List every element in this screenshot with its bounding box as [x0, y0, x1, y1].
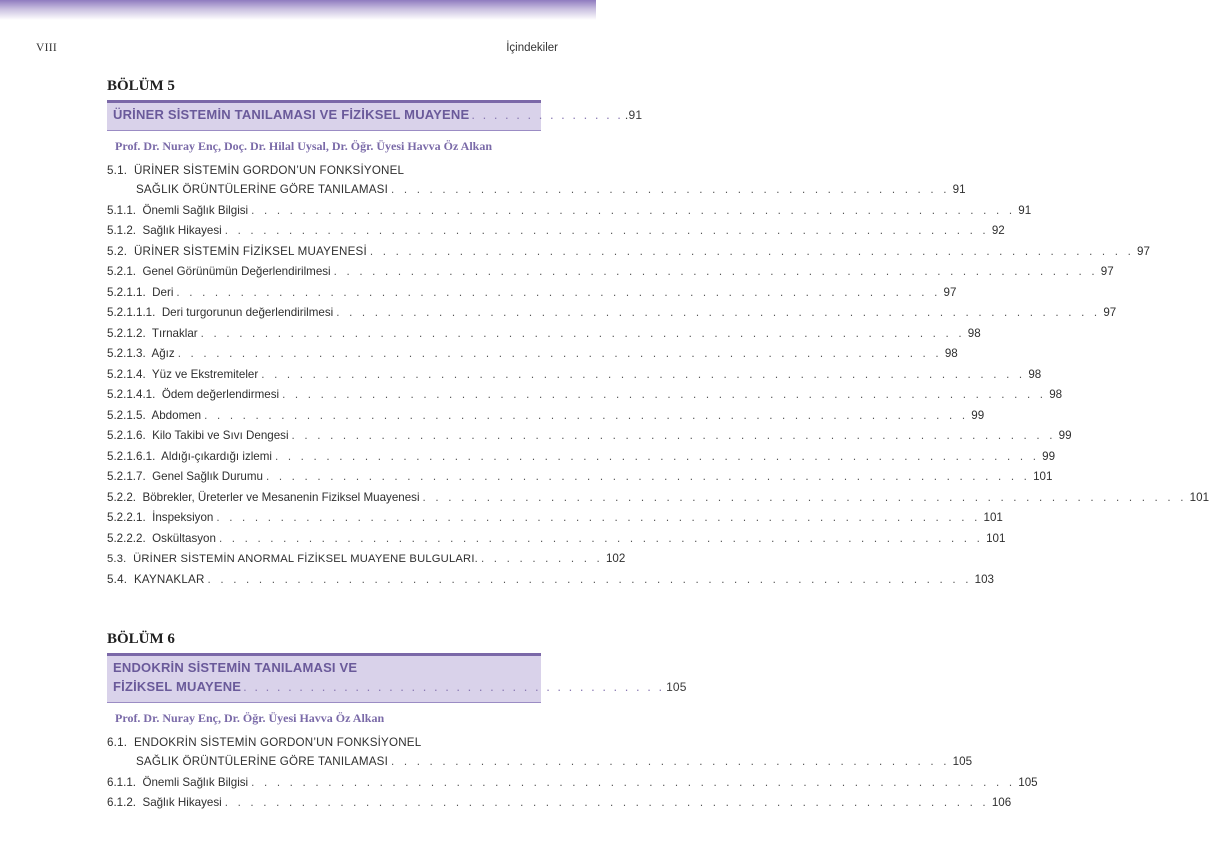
toc-entry[interactable]: 6.1.2. Sağlık Hikayesi . . . . . . . . . . . . . . . . . . . . . . . . . . . . . . . . . . . . . . . . . . . . . . . . . . . . . . . . . . . . 106 — [107, 796, 1012, 809]
entry-number: 5.2.1.2. — [107, 326, 146, 340]
chapter-page: 105 — [666, 680, 687, 694]
entry-number: 5.2.1.7. — [107, 470, 146, 483]
entry-page: 97 — [943, 285, 957, 299]
entry-text: Abdomen — [151, 408, 202, 422]
entry-number: 5.1. — [107, 164, 128, 177]
entry-text: ÜRİNER SİSTEMİN GORDON’UN FONKSİYONEL — [133, 164, 405, 177]
entry-text: Genel Görünümün Değerlendirilmesi — [142, 265, 331, 278]
chapter-authors: Prof. Dr. Nuray Enç, Dr. Öğr. Üyesi Havva Öz Alkan — [115, 711, 385, 725]
entry-text: Sağlık Hikayesi — [142, 796, 222, 809]
chapter-page: .91 — [624, 108, 643, 122]
entry-number: 6.1.1. — [107, 775, 137, 789]
entry-text: SAĞLIK ÖRÜNTÜLERİNE GÖRE TANILAMASI — [136, 755, 389, 768]
entry-number: 5.2.1.4. — [107, 367, 146, 381]
toc-entry[interactable]: 5.4. KAYNAKLAR . . . . . . . . . . . . . . . . . . . . . . . . . . . . . . . . . . . . . . . . . . . . . . . . . . . . . . . . . . . . 103 — [107, 572, 994, 586]
entry-page: 101 — [983, 511, 1003, 524]
leader-dots: . . . . . . . . . . . . . . — [471, 107, 623, 122]
entry-text: Deri turgorunun değerlendirilmesi — [161, 306, 334, 319]
toc-entry[interactable]: 5.2.1.2. Tırnaklar . . . . . . . . . . . . . . . . . . . . . . . . . . . . . . . . . . . . . . . . . . . . . . . . . . . . . . . . . . . . 98 — [107, 326, 981, 340]
entry-number: 5.2.2.1. — [107, 511, 146, 524]
entry-text: Ağız — [151, 347, 175, 360]
page-number: VIII — [36, 42, 57, 54]
entry-number: 5.3. — [107, 553, 127, 565]
entry-number: 5.2.1. — [107, 265, 137, 278]
entry-text: İnspeksiyon — [152, 511, 214, 524]
toc-entry[interactable]: 5.2.1.4. Yüz ve Ekstremiteler . . . . . . . . . . . . . . . . . . . . . . . . . . . . . . . . . . . . . . . . . . . . . . . . . . . . . . . . . . . . 98 — [107, 367, 1042, 381]
entry-page: 101 — [1033, 470, 1053, 483]
leader-dots: . . . . . . . . . . . . . . . . . . . . . . . . . . . . . . . . . . . . . . — [243, 679, 665, 694]
chapter-label: BÖLÜM 5 — [107, 78, 175, 94]
running-title: İçindekiler — [506, 42, 558, 54]
entry-text: Oskültasyon — [152, 531, 216, 545]
entry-text: ENDOKRİN SİSTEMİN GORDON’UN FONKSİYONEL — [133, 736, 422, 749]
toc-entry[interactable]: 5.1.1. Önemli Sağlık Bilgisi . . . . . . . . . . . . . . . . . . . . . . . . . . . . . . . . . . . . . . . . . . . . . . . . . . . . . . . . . . . . 91 — [107, 203, 1032, 217]
toc-entry[interactable]: 5.2.1.6.1. Aldığı-çıkardığı izlemi . . . . . . . . . . . . . . . . . . . . . . . . . . . . . . . . . . . . . . . . . . . . . . . . . . . . . . . . . . . . 99 — [107, 449, 1056, 463]
entry-page: 103 — [974, 572, 994, 586]
entry-number: 5.4. — [107, 572, 128, 586]
entry-text: Ödem değerlendirmesi — [161, 388, 280, 401]
entry-number: 5.1.1. — [107, 203, 137, 217]
chapter-title-box[interactable] — [107, 653, 687, 703]
entry-page: 98 — [1049, 388, 1063, 401]
entry-text: Önemli Sağlık Bilgisi — [142, 203, 249, 217]
chapter-5 — [107, 78, 1209, 593]
entry-page: 105 — [1018, 775, 1038, 789]
toc-entry[interactable]: 5.1. ÜRİNER SİSTEMİN GORDON’UN FONKSİYONEL SAĞLIK ÖRÜNTÜLERİNE GÖRE TANILAMASI . . . . . . . . . . . . . . . . . . . . . . . . . . . . . . . . . . . . . . . . . . . . 91 — [107, 164, 966, 196]
entry-number: 5.2.2. — [107, 490, 137, 504]
toc-entry[interactable]: 6.1. ENDOKRİN SİSTEMİN GORDON’UN FONKSİYONEL SAĞLIK ÖRÜNTÜLERİNE GÖRE TANILAMASI . . . . . . . . . . . . . . . . . . . . . . . . . . . . . . . . . . . . . . . . . . . . 105 — [107, 736, 973, 768]
entry-number: 5.2. — [107, 244, 128, 258]
toc-entry[interactable]: 5.2.1.6. Kilo Takibi ve Sıvı Dengesi . . . . . . . . . . . . . . . . . . . . . . . . . . . . . . . . . . . . . . . . . . . . . . . . . . . . . . . . . . . . 99 — [107, 429, 1072, 442]
entry-page: 102 — [605, 552, 626, 565]
toc-entry[interactable]: 5.2.1.1. Deri . . . . . . . . . . . . . . . . . . . . . . . . . . . . . . . . . . . . . . . . . . . . . . . . . . . . . . . . . . . . 97 — [107, 285, 957, 299]
entry-page: 101 — [1189, 490, 1209, 504]
entry-number: 5.2.1.5. — [107, 408, 146, 422]
chapter-label: BÖLÜM 6 — [107, 631, 175, 647]
toc-entry[interactable]: 5.2.1. Genel Görünümün Değerlendirilmesi . . . . . . . . . . . . . . . . . . . . . . . . . . . . . . . . . . . . . . . . . . . . . . . . . . . . . . . . . . . . 97 — [107, 265, 1114, 278]
entry-page: 99 — [1042, 449, 1056, 463]
entry-text: Genel Sağlık Durumu — [152, 470, 263, 483]
toc-entry[interactable]: 5.2.1.7. Genel Sağlık Durumu . . . . . . . . . . . . . . . . . . . . . . . . . . . . . . . . . . . . . . . . . . . . . . . . . . . . . . . . . . . . 101 — [107, 470, 1053, 483]
entry-text: Kilo Takibi ve Sıvı Dengesi — [152, 429, 289, 442]
toc-entry[interactable]: 5.2. ÜRİNER SİSTEMİN FİZİKSEL MUAYENESİ . . . . . . . . . . . . . . . . . . . . . . . . . . . . . . . . . . . . . . . . . . . . . . . . . . . . . . . . . . . . 97 — [107, 244, 1150, 258]
chapter-title: FİZİKSEL MUAYENE — [113, 679, 242, 694]
toc-entry[interactable]: 5.2.1.4.1. Ödem değerlendirmesi . . . . . . . . . . . . . . . . . . . . . . . . . . . . . . . . . . . . . . . . . . . . . . . . . . . . . . . . . . . . 98 — [107, 388, 1063, 401]
entry-number: 6.1. — [107, 736, 128, 749]
entry-text: ÜRİNER SİSTEMİN FİZİKSEL MUAYENESİ — [133, 244, 367, 258]
entry-text: Önemli Sağlık Bilgisi — [142, 775, 249, 789]
entry-page: 92 — [991, 224, 1005, 237]
entry-number: 6.1.2. — [107, 796, 137, 809]
entry-page: 91 — [952, 183, 966, 196]
entry-text: Deri — [152, 285, 174, 299]
entry-page: 105 — [952, 755, 973, 768]
entry-text: SAĞLIK ÖRÜNTÜLERİNE GÖRE TANILAMASI — [136, 183, 389, 196]
entry-text: Yüz ve Ekstremiteler — [151, 367, 259, 381]
toc-entry[interactable]: 5.2.1.3. Ağız . . . . . . . . . . . . . . . . . . . . . . . . . . . . . . . . . . . . . . . . . . . . . . . . . . . . . . . . . . . . 98 — [107, 347, 958, 360]
entry-page: 91 — [1018, 203, 1032, 217]
toc-entry[interactable]: 5.2.2. Böbrekler, Üreterler ve Mesanenin Fiziksel Muayenesi . . . . . . . . . . . . . . . . . . . . . . . . . . . . . . . . . . . . . . . . . . . . . . . . . . . . . . . . . . . . 101 — [107, 490, 1209, 504]
toc-entry[interactable]: 5.2.1.1.1. Deri turgorunun değerlendirilmesi . . . . . . . . . . . . . . . . . . . . . . . . . . . . . . . . . . . . . . . . . . . . . . . . . . . . . . . . . . . . 97 — [107, 306, 1117, 319]
toc-list — [107, 736, 1038, 817]
entry-number: 5.2.1.6.1. — [107, 449, 156, 463]
toc-entry[interactable]: 5.1.2. Sağlık Hikayesi . . . . . . . . . . . . . . . . . . . . . . . . . . . . . . . . . . . . . . . . . . . . . . . . . . . . . . . . . . . . 92 — [107, 224, 1005, 237]
entry-text: Aldığı-çıkardığı izlemi — [161, 449, 272, 463]
entry-number: 5.2.1.1. — [107, 285, 146, 299]
chapter-title: ÜRİNER SİSTEMİN TANILAMASI VE FİZİKSEL MUAYENE — [113, 107, 470, 122]
entry-number: 5.2.2.2. — [107, 531, 146, 545]
entry-number: 5.1.2. — [107, 224, 137, 237]
toc-entry[interactable]: 5.2.2.2. Oskültasyon . . . . . . . . . . . . . . . . . . . . . . . . . . . . . . . . . . . . . . . . . . . . . . . . . . . . . . . . . . . . 101 — [107, 531, 1006, 545]
entry-text: Tırnaklar — [151, 326, 198, 340]
chapter-6 — [107, 631, 1038, 817]
header-color-band — [0, 0, 596, 20]
entry-number: 5.2.1.3. — [107, 347, 146, 360]
toc-entry[interactable]: 5.2.1.5. Abdomen . . . . . . . . . . . . . . . . . . . . . . . . . . . . . . . . . . . . . . . . . . . . . . . . . . . . . . . . . . . . 99 — [107, 408, 985, 422]
entry-page: 97 — [1137, 244, 1150, 258]
entry-page: 98 — [944, 347, 958, 360]
entry-page: 106 — [991, 796, 1012, 809]
entry-page: 99 — [1058, 429, 1072, 442]
chapter-authors: Prof. Dr. Nuray Enç, Doç. Dr. Hilal Uysal, Dr. Öğr. Üyesi Havva Öz Alkan — [115, 139, 493, 153]
entry-number: 5.2.1.6. — [107, 429, 146, 442]
entry-text: Sağlık Hikayesi — [142, 224, 222, 237]
chapter-title: ENDOKRİN SİSTEMİN TANILAMASI VE — [113, 660, 358, 675]
entry-page: 97 — [1103, 306, 1117, 319]
toc-list — [107, 164, 1209, 593]
chapter-title-box[interactable] — [107, 100, 643, 131]
entry-text: Böbrekler, Üreterler ve Mesanenin Fiziksel Muayenesi — [142, 490, 420, 504]
entry-page: 99 — [971, 408, 985, 422]
entry-page: 97 — [1100, 265, 1114, 278]
entry-number: 5.2.1.4.1. — [107, 388, 156, 401]
entry-number: 5.2.1.1.1. — [107, 306, 156, 319]
entry-text: KAYNAKLAR — [133, 572, 205, 586]
entry-page: 101 — [986, 531, 1006, 545]
entry-text: ÜRİNER SİSTEMİN ANORMAL FİZİKSEL MUAYENE BULGULARI. — [133, 553, 478, 565]
entry-page: 98 — [1028, 367, 1042, 381]
toc-entry[interactable]: 6.1.1. Önemli Sağlık Bilgisi . . . . . . . . . . . . . . . . . . . . . . . . . . . . . . . . . . . . . . . . . . . . . . . . . . . . . . . . . . . . 105 — [107, 775, 1038, 789]
toc-entry[interactable]: 5.3. ÜRİNER SİSTEMİN ANORMAL FİZİKSEL MUAYENE BULGULARI. . . . . . . . . . . 102 — [107, 552, 626, 565]
toc-entry[interactable]: 5.2.2.1. İnspeksiyon . . . . . . . . . . . . . . . . . . . . . . . . . . . . . . . . . . . . . . . . . . . . . . . . . . . . . . . . . . . . 101 — [107, 511, 1003, 524]
entry-page: 98 — [967, 326, 981, 340]
